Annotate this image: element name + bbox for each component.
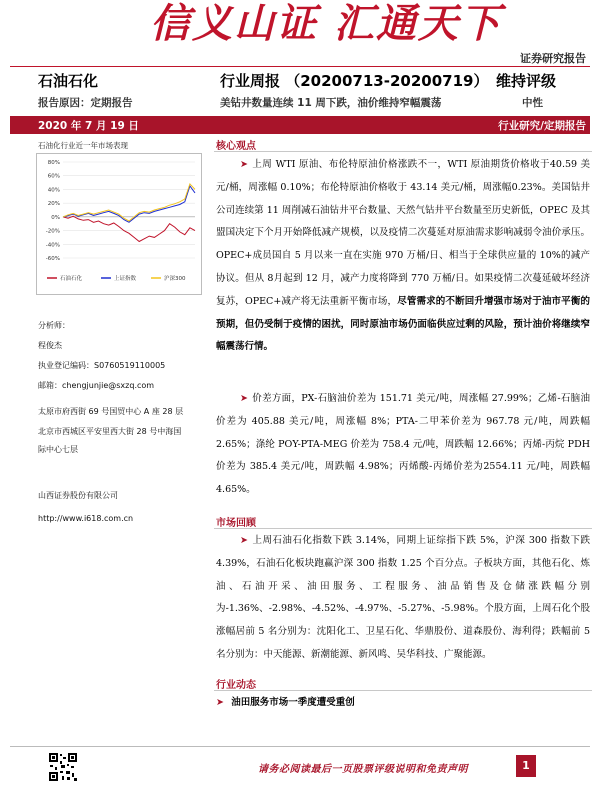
- chart-y-tick-label: 20%: [47, 201, 60, 208]
- core-paragraph-2: [216, 388, 590, 502]
- report-title: 行业周报 （20200713-20200719）: [220, 72, 489, 90]
- bullet-arrow-icon: ➤: [240, 159, 248, 170]
- qr-code-icon: [48, 752, 78, 782]
- company-website[interactable]: http://www.i618.com.cn: [38, 514, 134, 523]
- market-review-heading: 市场回顾: [216, 518, 256, 529]
- chart-y-tick-label: -60%: [45, 256, 60, 262]
- core-p1-line: 来一直在实施 970 万桶/日、相当于全球供应量的 10%的减产协议。但从 8: [216, 250, 590, 284]
- report-subtitle: 美钻井数量连续 11 周下跌，油价维持窄幅震荡: [220, 97, 442, 109]
- bullet-arrow-icon: ➤: [240, 535, 248, 546]
- core-p1-line: 40.59 美元/桶，周涨幅 0.10%；布伦特原油价格收于 43.14 美元/桶，周涨幅: [216, 159, 590, 193]
- chart-legend-label: 沪深300: [164, 276, 186, 282]
- chart-svg: [37, 154, 201, 294]
- chart-y-tick-label: -20%: [45, 228, 60, 235]
- core-view-rule: [214, 151, 592, 152]
- core-p1-line: 上周 WTI 原油、布伦特原油价格涨跌不一，WTI 原油期货价格收于: [251, 159, 550, 170]
- market-review-rule: [214, 528, 592, 529]
- address-beijing-line1: 北京市西城区平安里西大街 28 号中海国: [38, 427, 182, 436]
- report-category: 行业研究/定期报告: [498, 120, 586, 132]
- market-line: 森股份、海利得；跌幅前 5 名分别为：中天能源、新潮能源、新风鸣、吴: [216, 626, 590, 660]
- chart-legend-label: 上证指数: [114, 276, 137, 282]
- address-beijing-line2: 际中心七层: [38, 445, 78, 454]
- chart-series-line: [63, 216, 195, 241]
- market-line: 下跌 4.39%，石油石化板块跑赢沪深 300 指数 1.25 个百分点。子板块方面，: [216, 535, 590, 569]
- core-p2-line: 石脑油价差为 405.88 美元/吨，周涨幅 8%；PTA-二甲苯价差为 967.78 元/: [216, 393, 590, 427]
- core-paragraph-1: [216, 154, 590, 359]
- core-p1-emphasis: 于油市平衡的预期，但仍受制于疫情的困扰，同时原油市场仍面临供应过: [216, 295, 590, 330]
- market-line: 幅分别为-1.36%、-2.98%、-4.52%、-4.97%、-5.27%、-5.98%。个股方面，: [216, 580, 590, 615]
- analyst-name: 程俊杰: [38, 341, 62, 350]
- chart-y-tick-label: 60%: [47, 173, 60, 180]
- chart-y-tick-label: -40%: [45, 242, 60, 249]
- rating-label: 维持评级: [496, 72, 557, 90]
- rating-value: 中性: [522, 97, 543, 109]
- market-line: 上周石化个股涨幅居前 5 名分别为：沈阳化工、卫星石化、华鼎股份、道: [216, 603, 590, 638]
- core-p1-line: 复苏，OPEC+减产将无法重新平衡市场，: [216, 295, 398, 307]
- chart-y-tick-label: 0%: [51, 214, 60, 221]
- footer-rule: [10, 746, 590, 747]
- report-type-label: 证券研究报告: [520, 52, 586, 65]
- core-p2-line: 吨，周跌幅 2.65%；涤纶 POY-PTA-MEG 价差为 758.4 元/吨，周跌幅 12.66%；: [216, 415, 590, 450]
- core-p1-line: 0.23%。美国钻井公司连续第 11 周削减石油钻井平台数量、天然气钻井平: [216, 181, 590, 216]
- chart-y-tick-label: 80%: [47, 160, 60, 166]
- core-view-heading: 核心观点: [216, 141, 256, 152]
- industry-news-item[interactable]: [216, 694, 355, 708]
- industry-news-heading: 行业动态: [216, 680, 256, 691]
- report-reason: 报告原因：定期报告: [38, 97, 133, 109]
- chart-y-tick-label: 40%: [47, 187, 60, 194]
- core-p1-line: 台数量至历史新低，OPEC 及其盟国决定下个月开始降低减产规模，以及: [216, 204, 590, 239]
- industry-news-rule: [214, 690, 592, 691]
- address-taiyuan: 太原市府西街 69 号国贸中心 A 座 28 层: [38, 407, 184, 416]
- market-paragraph: [216, 530, 590, 667]
- core-p1-emphasis: 剩的风险，预计油价将继续窄幅震荡行情。: [216, 318, 590, 353]
- footer-disclaimer: 请务必阅读最后一页股票评级说明和免责声明: [258, 764, 468, 775]
- page-number: 1: [516, 755, 536, 777]
- bullet-arrow-icon: ➤: [216, 697, 224, 708]
- core-p1-line: 月起到 12 月，减产力度将降到 770 万桶/日。如果疫情二次蔓延破坏经济: [273, 272, 590, 284]
- industry-name: 石油石化: [38, 72, 99, 90]
- core-p1-line: 疫情二次蔓延对原油需求影响减弱令油价承压。OPEC+成员国自 5 月以: [216, 227, 590, 262]
- analyst-label: 分析师：: [38, 321, 70, 330]
- report-date: 2020 年 7 月 19 日: [38, 120, 139, 132]
- brand-slogan: 信义山证 汇通天下: [150, 1, 502, 47]
- header-top-rule: [10, 66, 590, 67]
- analyst-cert: 执业登记编码：S0760519110005: [38, 361, 166, 370]
- analyst-email[interactable]: 邮箱：chengjunjie@sxzq.com: [38, 381, 155, 390]
- market-line: 上周石油石化指数下跌 3.14%，同期上证综指下跌 5%，沪深 300 指数: [251, 535, 571, 546]
- core-p2-line: 丙烯-丙烷 PDH 价差为 385.4 美元/吨，周跌幅 4.98%；丙烯酸-丙烯价差为: [216, 438, 590, 473]
- bullet-arrow-icon: ➤: [240, 393, 248, 404]
- company-name: 山西证券股份有限公司: [38, 491, 118, 500]
- chart-legend-label: 石油石化: [60, 276, 83, 282]
- core-p2-line: 2554.11 元/吨，周跌幅 4.65%。: [216, 461, 590, 496]
- market-line: 其他石化、炼油、石油开采、油田服务、工程服务、油品销售及仓储涨跌: [216, 557, 590, 592]
- industry-news-text: 油田服务市场一季度遭受重创: [231, 697, 355, 708]
- core-p1-emphasis: 尽管需求的不断回升增强市场对: [397, 295, 533, 307]
- core-p2-line: 价差方面，PX-石脑油价差为 151.71 美元/吨，周涨幅 27.99%；乙烯-: [251, 393, 561, 404]
- chart-title: 石油化行业近一年市场表现: [38, 141, 128, 150]
- market-line: 华科技、广聚能源。: [406, 648, 492, 660]
- market-performance-chart: [36, 153, 202, 295]
